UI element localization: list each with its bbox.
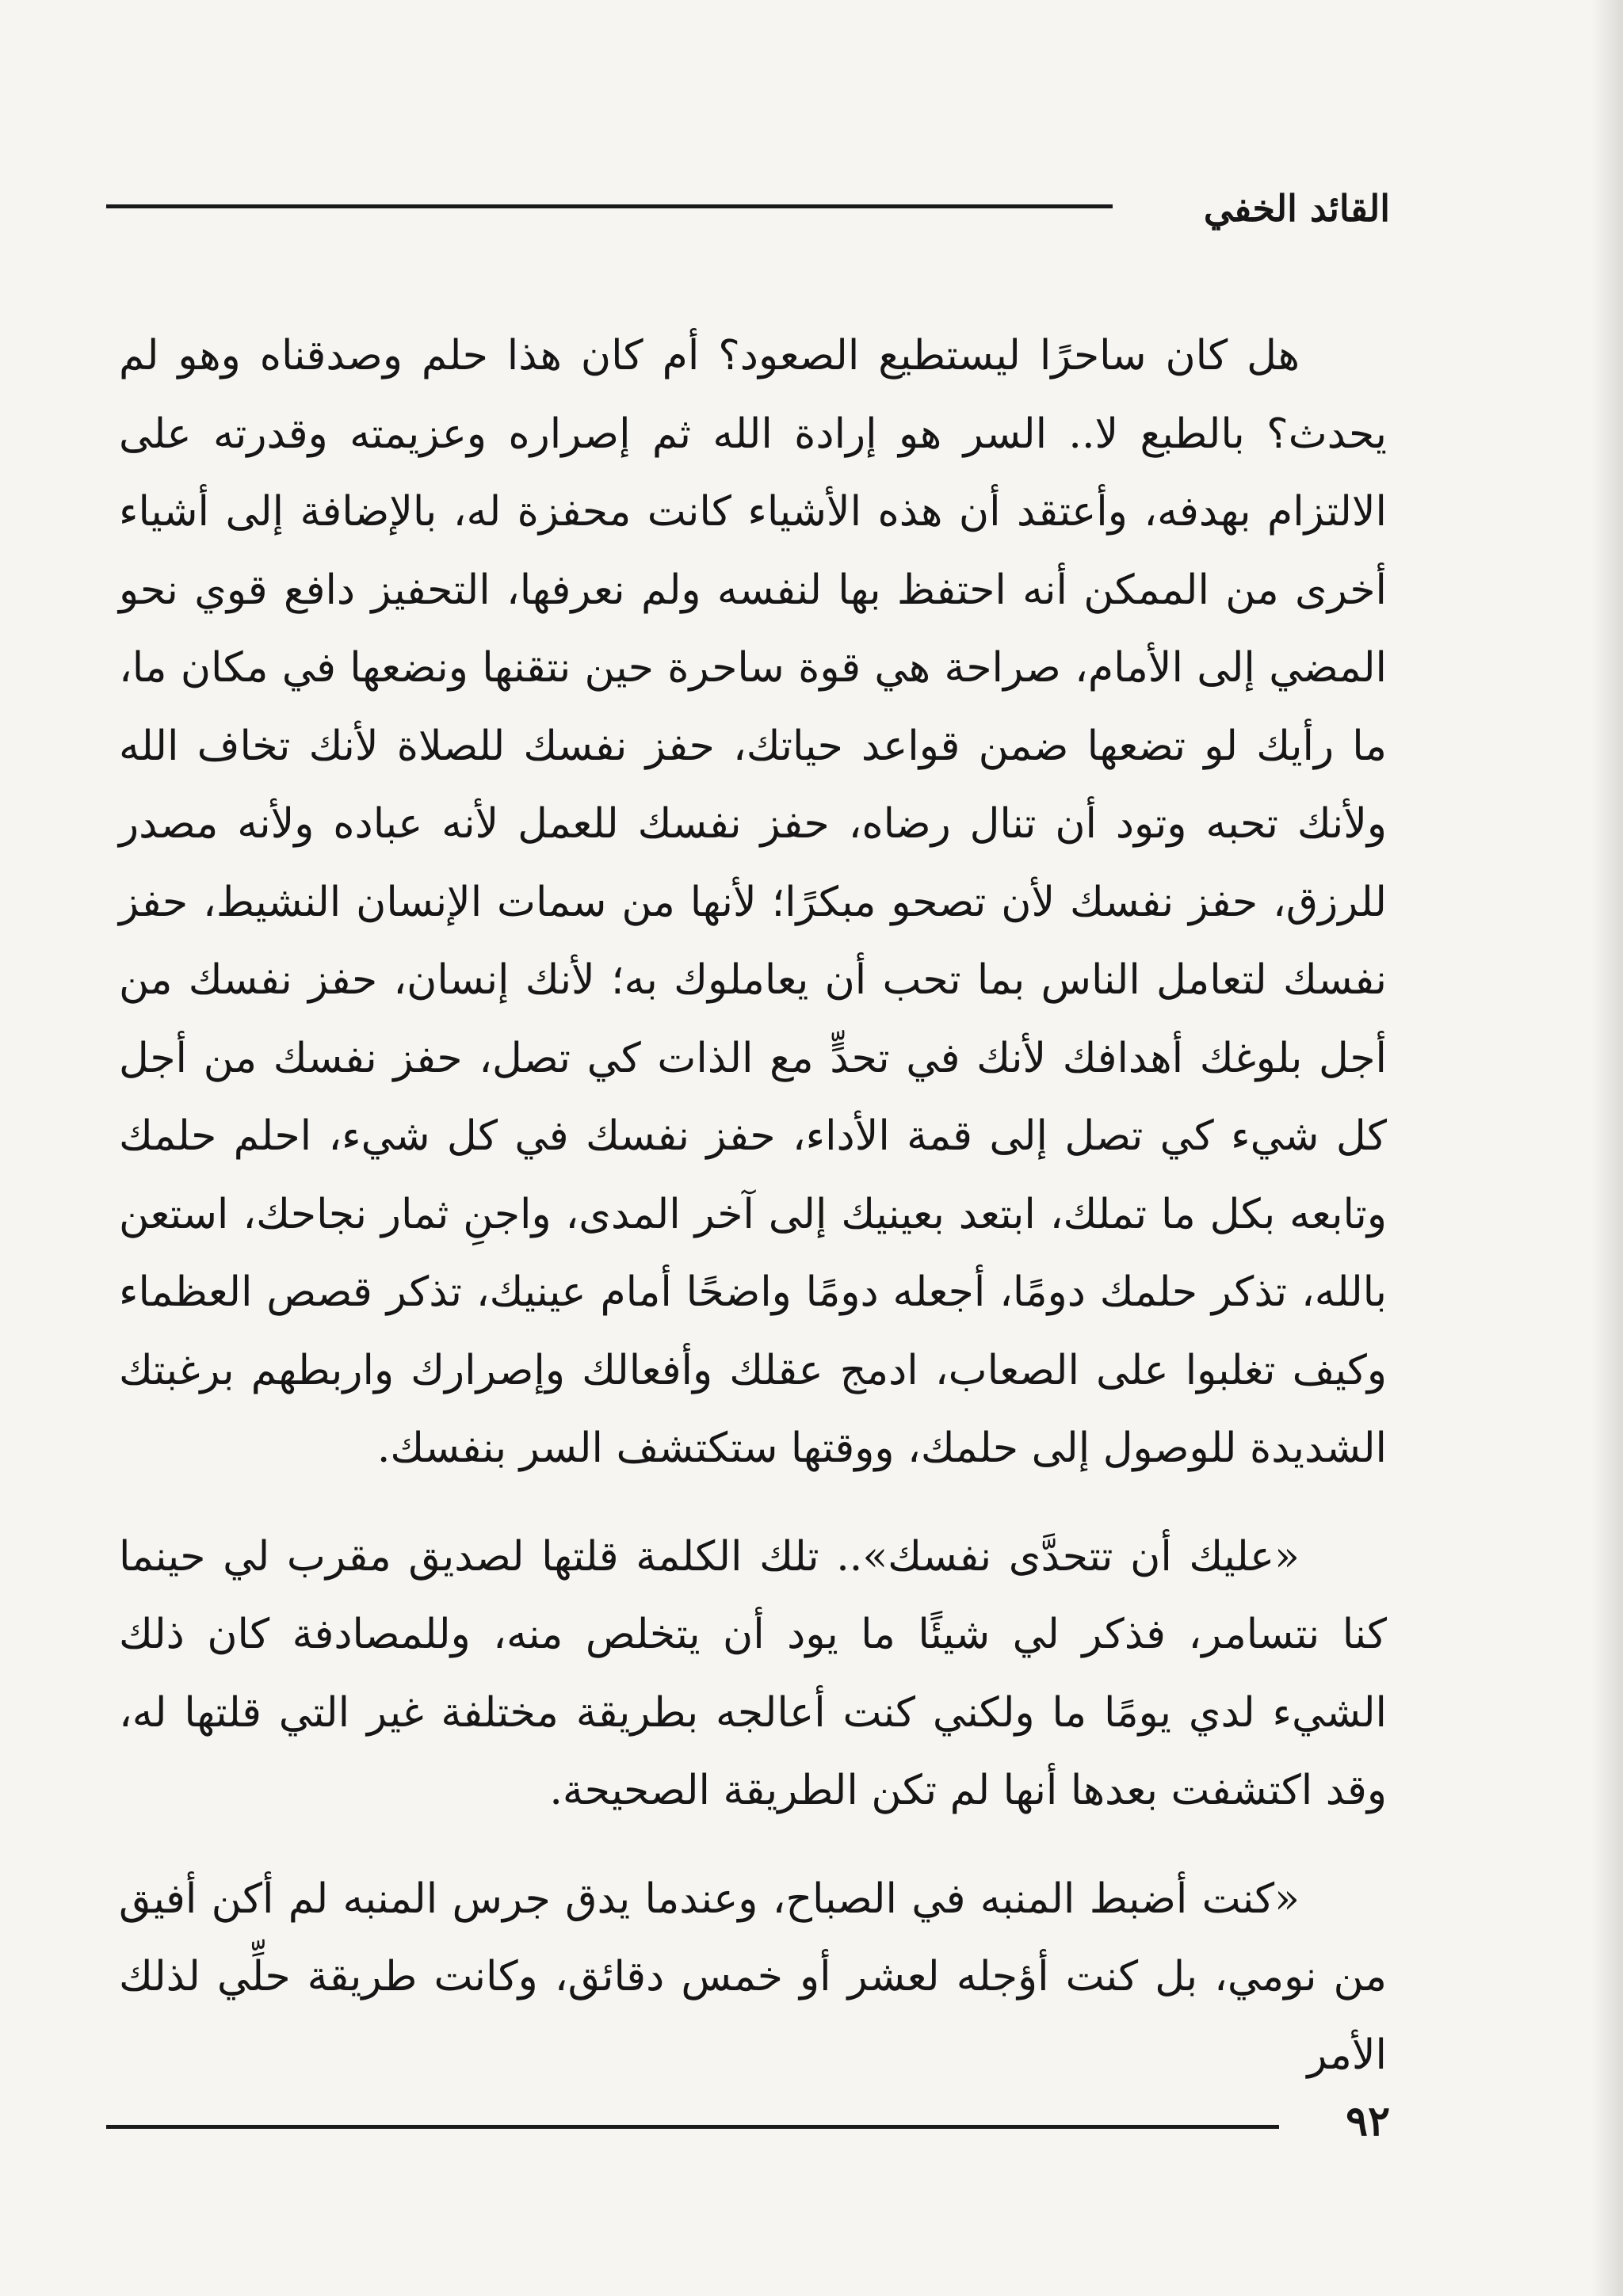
footer-rule bbox=[106, 2125, 1279, 2129]
page-edge-shadow bbox=[1591, 0, 1623, 2296]
page-number: ٩٢ bbox=[1346, 2097, 1390, 2145]
header-rule bbox=[106, 204, 1113, 208]
page-footer bbox=[106, 2090, 1390, 2153]
book-title: القائد الخفي bbox=[1203, 187, 1390, 230]
paragraph-3: «كنت أضبط المنبه في الصباح، وعندما يدق جرس المنبه لم أكن أفيق من نومي، بل كنت أؤجله لعشر أو خمس دقائق، وكانت طريقة حلِّي لذلك الأمر bbox=[119, 1875, 1387, 2079]
body-text bbox=[119, 317, 1387, 2094]
paragraph-1: هل كان ساحرًا ليستطيع الصعود؟ أم كان هذا حلم وصدقناه وهو لم يحدث؟ بالطبع لا.. السر هو إرادة الله ثم إصراره وعزيمته وقدرته على الالتزام بهدفه، وأعتقد أن هذه الأشياء كانت محفزة له، بالإضافة إلى أشياء أخرى من الممكن أنه احتفظ بها لنفسه ولم نعرفها، التحفيز دافع قوي نحو المضي إلى الأمام، صراحة هي قوة ساحرة حين نتقنها ونضعها في مكان ما، ما رأيك لو تضعها ضمن قواعد حياتك، حفز نفسك للصلاة لأنك تخاف الله ولأنك تحبه وتود أن تنال رضاه، حفز نفسك للعمل لأنه عباده ولأنه مصدر للرزق، حفز نفسك لأن تصحو مبكرًا؛ لأنها من سمات الإنسان النشيط، حفز نفسك لتعامل الناس بما تحب أن يعاملوك به؛ لأنك إنسان، حفز نفسك من أجل بلوغك أهدافك لأنك في تحدٍّ مع الذات كي تصل، حفز نفسك من أجل كل شيء كي تصل إلى قمة الأداء، حفز نفسك في كل شيء، احلم حلمك وتابعه بكل ما تملك، ابتعد بعينيك إلى آخر المدى، واجنِ ثمار نجاحك، استعن بالله، تذكر حلمك دومًا، أجعله دومًا واضحًا أمام عينيك، تذكر قصص العظماء وكيف تغلبوا على الصعاب، ادمج عقلك وأفعالك وإصرارك واربطهم برغبتك الشديدة للوصول إلى حلمك، ووقتها ستكتشف السر بنفسك. bbox=[119, 332, 1387, 1472]
running-header bbox=[106, 181, 1390, 236]
paragraph-2: «عليك أن تتحدَّى نفسك».. تلك الكلمة قلتها لصديق مقرب لي حينما كنا نتسامر، فذكر لي شيئًا ما يود أن يتخلص منه، وللمصادفة كان ذلك الشيء لدي يومًا ما ولكني كنت أعالجه بطريقة مختلفة غير التي قلتها له، وقد اكتشفت بعدها أنها لم تكن الطريقة الصحيحة. bbox=[119, 1532, 1387, 1814]
